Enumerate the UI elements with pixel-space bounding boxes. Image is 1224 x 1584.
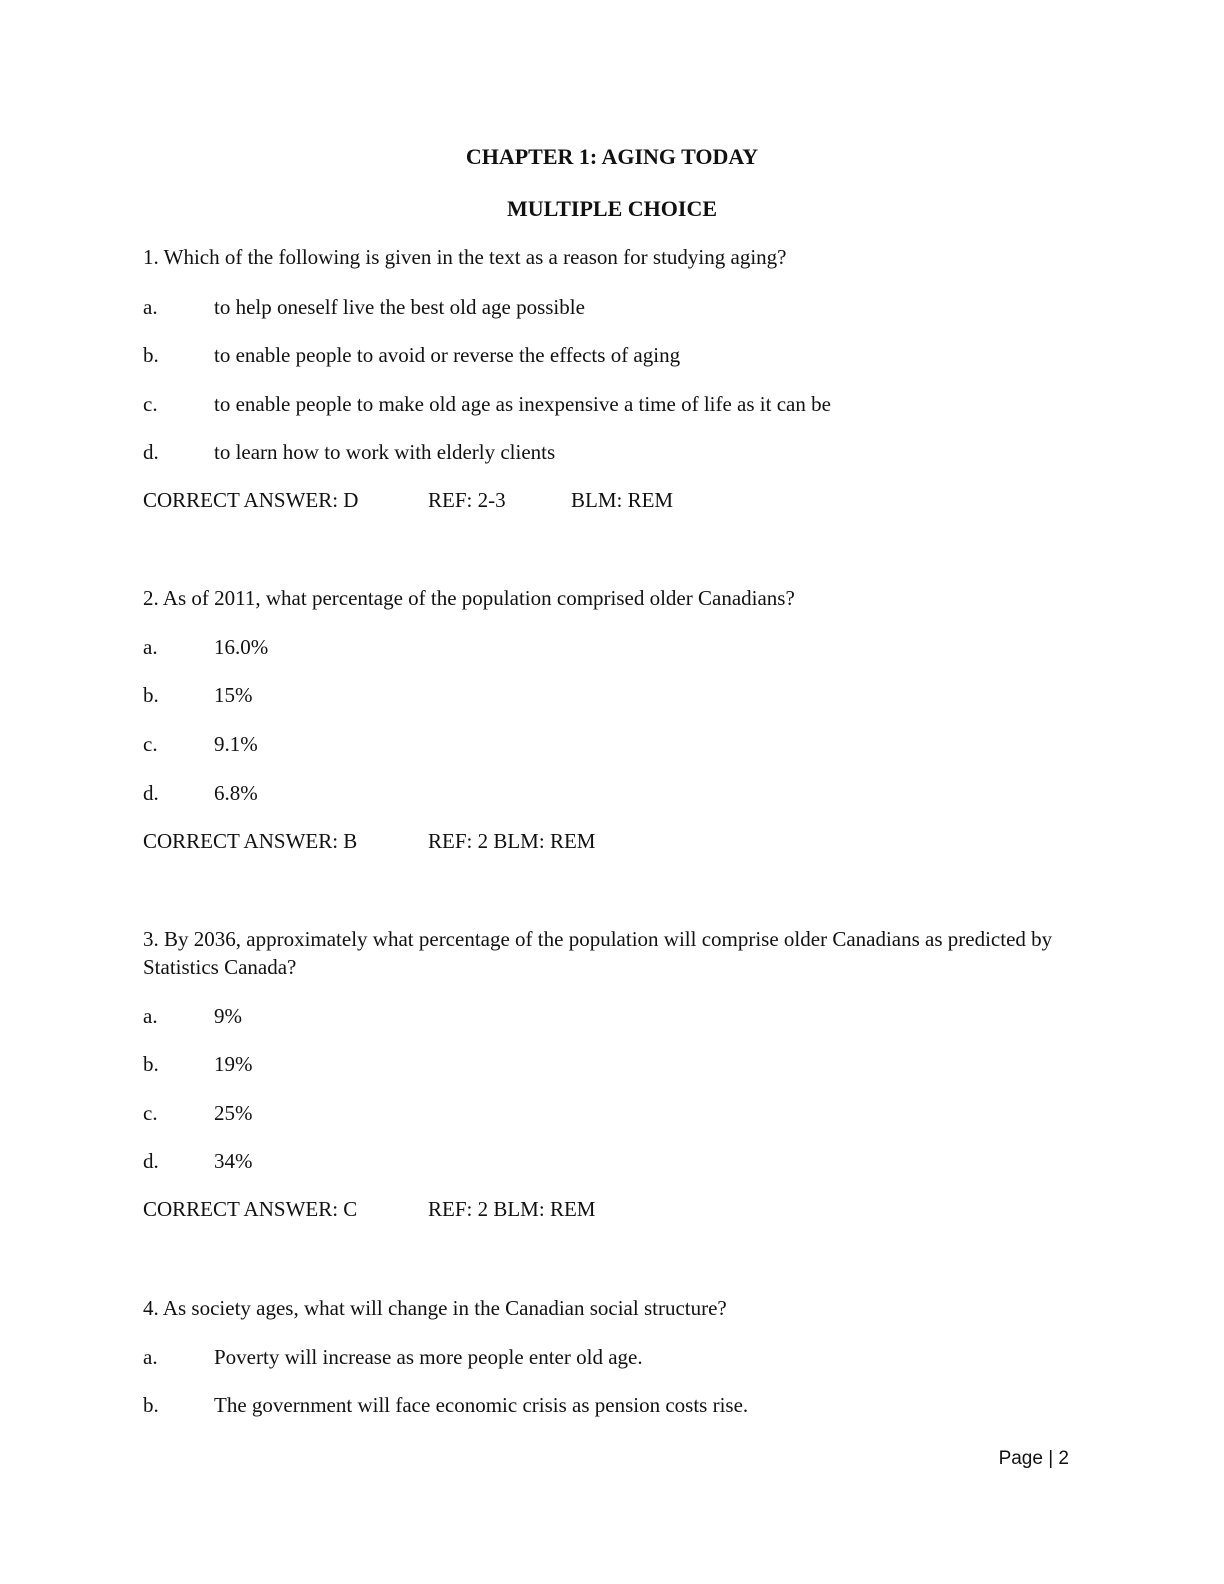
option-letter: a. [143, 1345, 158, 1369]
page-number: Page | 2 [998, 1448, 1069, 1469]
correct-answer: CORRECT ANSWER: D [143, 488, 359, 512]
question-text: 3. By 2036, approximately what percentage of the population will comprise older Canadians as predicted by Statistics Canada? [143, 927, 1053, 979]
option-text: to help oneself live the best old age possible [214, 295, 585, 319]
option-text: 34% [214, 1149, 253, 1173]
option-letter: c. [143, 392, 158, 416]
option-letter: a. [143, 295, 158, 319]
option-text: to enable people to avoid or reverse the effects of aging [214, 343, 681, 367]
option-text: The government will face economic crisis as pension costs rise. [214, 1393, 749, 1417]
option-letter: b. [143, 1393, 159, 1417]
option-text: 15% [214, 683, 253, 707]
correct-answer: CORRECT ANSWER: C [143, 1197, 358, 1221]
option-letter: b. [143, 683, 159, 707]
blm-code: BLM: REM [571, 488, 674, 512]
question-text: 1. Which of the following is given in the text as a reason for studying aging? [143, 245, 787, 269]
reference: REF: 2 BLM: REM [428, 829, 596, 853]
option-letter: d. [143, 781, 159, 805]
option-letter: d. [143, 440, 159, 464]
question-text: 2. As of 2011, what percentage of the population comprised older Canadians? [143, 586, 795, 610]
option-text: 9% [214, 1004, 242, 1028]
option-letter: c. [143, 1101, 158, 1125]
option-text: 9.1% [214, 732, 258, 756]
option-letter: c. [143, 732, 158, 756]
option-text: 16.0% [214, 635, 269, 659]
reference: REF: 2-3 [428, 488, 506, 512]
option-letter: a. [143, 635, 158, 659]
question-text: 4. As society ages, what will change in the Canadian social structure? [143, 1296, 727, 1320]
option-text: to enable people to make old age as inexpensive a time of life as it can be [214, 392, 831, 416]
option-text: 6.8% [214, 781, 258, 805]
option-text: to learn how to work with elderly clients [214, 440, 556, 464]
option-text: 25% [214, 1101, 253, 1125]
option-letter: b. [143, 1052, 159, 1076]
option-letter: a. [143, 1004, 158, 1028]
option-text: 19% [214, 1052, 253, 1076]
section-subheading: MULTIPLE CHOICE [506, 196, 718, 221]
option-letter: d. [143, 1149, 159, 1173]
reference: REF: 2 BLM: REM [428, 1197, 596, 1221]
option-text: Poverty will increase as more people enter old age. [214, 1345, 643, 1369]
correct-answer: CORRECT ANSWER: B [143, 829, 358, 853]
option-letter: b. [143, 343, 159, 367]
page-heading: CHAPTER 1: AGING TODAY [465, 144, 759, 169]
